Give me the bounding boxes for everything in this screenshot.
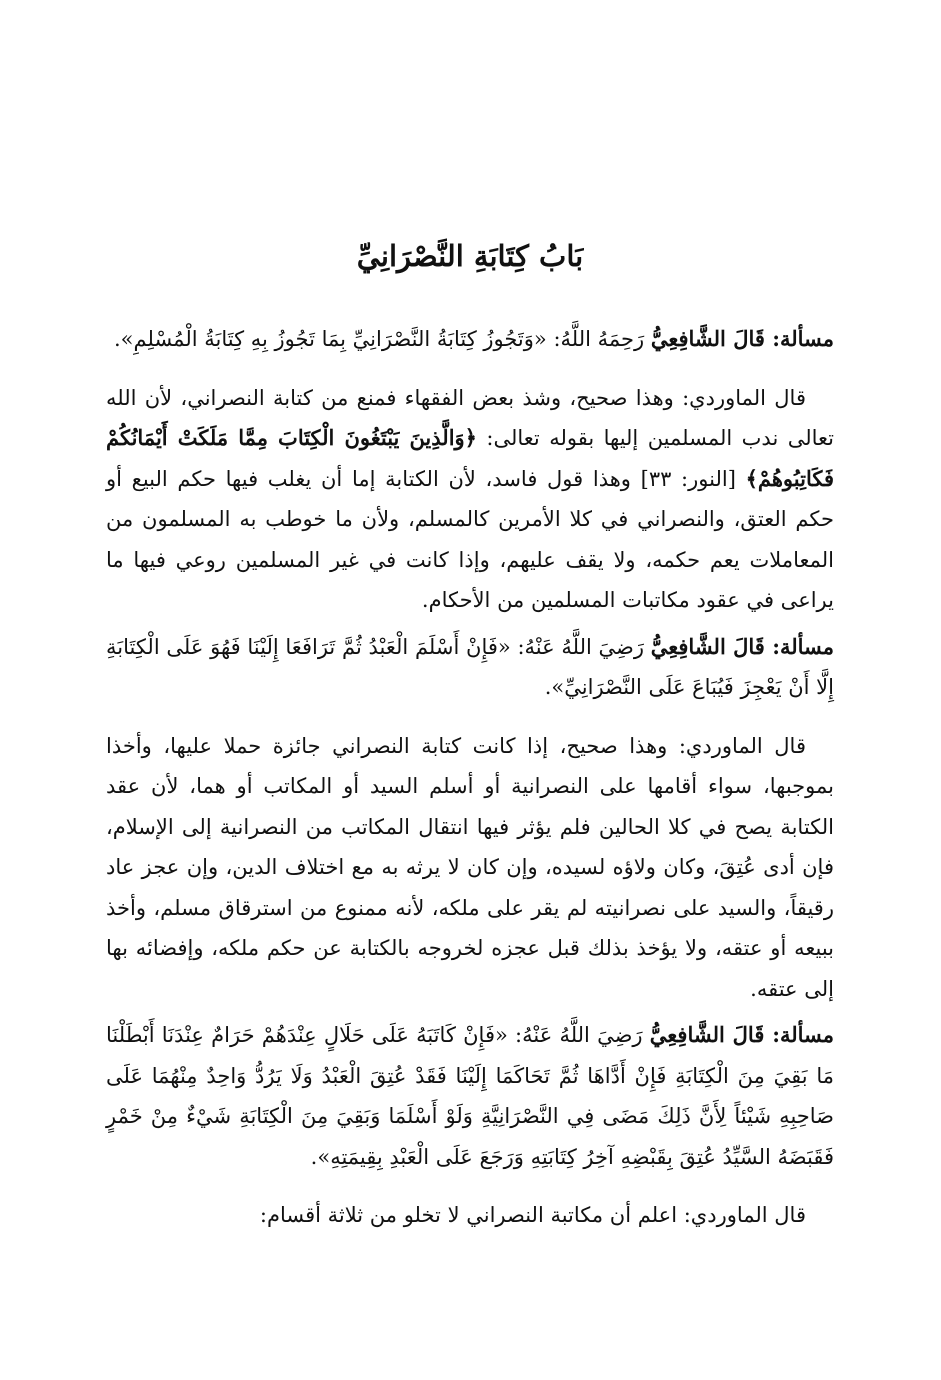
masala-paragraph-1 (106, 319, 834, 360)
commentary-paragraph-1 (106, 378, 834, 621)
quran-verse: ﴿وَالَّذِينَ يَبْتَغُونَ الْكِتَابَ مِمَّا مَلَكَتْ أَيْمَانُكُمْ فَكَاتِبُوهُمْ﴾ (106, 425, 834, 491)
masala-lead: مسألة: قَالَ الشَّافِعِيُّ (650, 633, 834, 659)
document-page (106, 236, 834, 1236)
masala-text: رَضِيَ اللَّهُ عَنْهُ: «فَإِنْ أَسْلَمَ الْعَبْدُ ثُمَّ تَرَافَعَا إِلَيْنَا فَهُوَ عَلَى الْكِتَابَةِ إِلَّا أَنْ يَعْجِزَ فَيُبَاعَ عَلَى النَّصْرَانِيِّ». (106, 634, 834, 699)
masala-text: رَحِمَهُ اللَّهُ: «وَتَجُوزُ كِتَابَةُ النَّصْرَانِيِّ بِمَا تَجُوزُ بِهِ كِتَابَةُ الْمُسْلِمِ». (114, 327, 651, 351)
masala-paragraph-3 (106, 1015, 834, 1177)
commentary-paragraph-2: قال الماوردي: وهذا صحيح، إذا كانت كتابة النصراني جائزة حملا عليها، وأخذا بموجبها، سواء أقامها على النصرانية أو أسلم السيد أو المكاتب أو هما، لأن عقد الكتابة يصح في كلا الحالين فلم يؤثر فيها انتقال المكاتب من النصرانية إلى الإسلام، فإن أدى عُتِقَ، وكان ولاؤه لسيده، وإن كان لا يرثه به مع اختلاف الدين، وإن عجز عاد رقيقاً، والسيد على نصرانيته لم يقر على ملكه، لأنه ممنوع من استرقاق مسلم، وأخذ ببيعه أو عتقه، ولا يؤخذ بذلك قبل عجزه لخروجه بالكتابة عن حكم ملكه، وإفضائه بها إلى عتقه. (106, 733, 834, 1001)
commentary-text-before-verse: قال الماوردي: وهذا صحيح، وشذ بعض الفقهاء فمنع من كتابة النصراني، لأن الله تعالى ندب المسلمين إليها بقوله تعالى: (106, 385, 834, 450)
commentary-paragraph-3: قال الماوردي: اعلم أن مكاتبة النصراني لا تخلو من ثلاثة أقسام: (259, 1203, 806, 1227)
masala-paragraph-2 (106, 627, 834, 708)
masala-text: رَضِيَ اللَّهُ عَنْهُ: «فَإِنْ كَاتَبَهُ عَلَى حَلَالٍ عِنْدَهُمْ حَرَامٌ عِنْدَنَا أَبْطَلْنَا مَا بَقِيَ مِنَ الْكِتَابَةِ فَإِنْ أَدَّاهَا ثُمَّ تَحَاكَمَا إِلَيْنَا فَقَدْ عُتِقَ الْعَبْدُ وَلَا يَرُدُّ وَاحِدٌ مِنْهُمَا عَلَى صَاحِبِهِ شَيْئاً لِأَنَّ ذَلِكَ مَضَى فِي النَّصْرَانِيَّةِ وَلَوْ أَسْلَمَا وَبَقِيَ مِنَ الْكِتَابَةِ شَيْءٌ مِنْ خَمْرٍ فَقَبَضَهُ السَّيِّدُ عُتِقَ بِقَبْضِهِ آخِرُ كِتَابَتِهِ وَرَجَعَ عَلَى الْعَبْدِ بِقِيمَتِهِ». (106, 1023, 834, 1169)
masala-lead: مسألة: قَالَ الشَّافِعِيُّ (650, 326, 834, 351)
chapter-title: بَابُ كِتَابَةِ النَّصْرَانِيِّ (356, 239, 584, 273)
commentary-text-after-verse: [النور: ٣٣] وهذا قول فاسد، لأن الكتابة إما أن يغلب فيها حكم البيع أو حكم العتق، والنصراني في كلا الأمرين كالمسلم، ولأن ما خوطب به المسلمون من المعاملات يعم حكمه، ولا يقف عليهم، وإذا كانت في غير المسلمين روعي فيها ما يراعى في عقود مكاتبات المسلمين من الأحكام. (106, 466, 834, 612)
masala-lead: مسألة: قَالَ الشَّافِعِيُّ (649, 1022, 834, 1047)
